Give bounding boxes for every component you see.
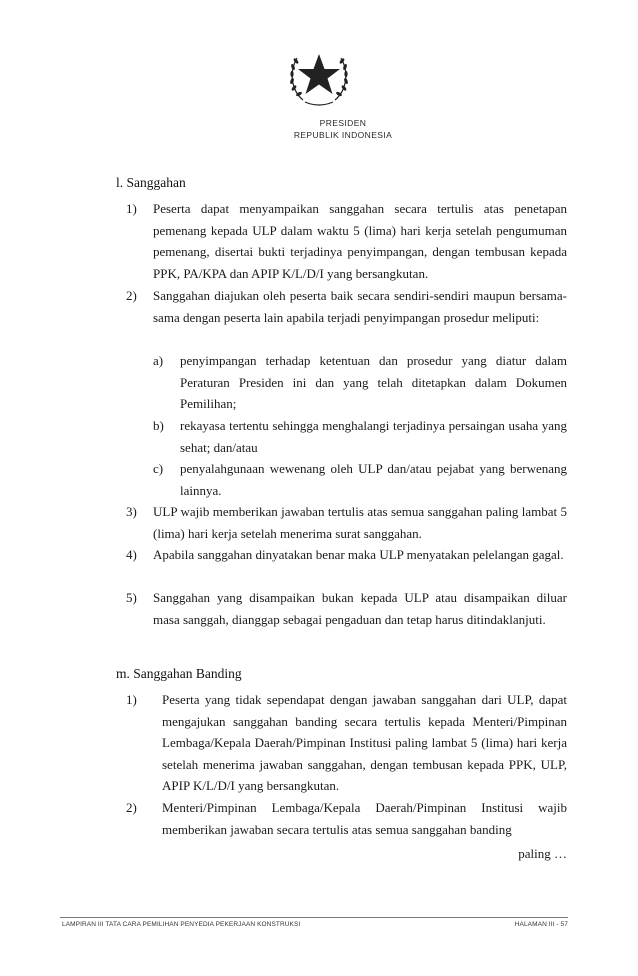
footer-page-number: HALAMAN III - 57	[514, 921, 568, 928]
item-text: Sanggahan diajukan oleh peserta baik secara sendiri-sendiri maupun bersama-sama dengan peserta lain apabila terjadi penyimpangan prosedur meliputi:	[153, 288, 567, 325]
page-continuation: paling …	[518, 846, 567, 861]
subitem-text: penyalahgunaan wewenang oleh ULP dan/atau pejabat yang berwenang lainnya.	[180, 461, 567, 498]
item-marker: 5)	[126, 590, 137, 605]
item-marker: 3)	[126, 504, 137, 519]
item-marker: 1)	[126, 201, 137, 216]
footer-divider	[60, 917, 568, 918]
subitem-marker: a)	[153, 353, 164, 368]
item-marker: 2)	[126, 800, 137, 815]
item-marker: 1)	[126, 692, 137, 707]
subitem-marker: c)	[153, 461, 164, 476]
subitem-text: rekayasa tertentu sehingga menghalangi terjadinya persaingan usaha yang sehat; dan/atau	[180, 418, 567, 455]
item-text: ULP wajib memberikan jawaban tertulis atas semua sanggahan paling lambat 5 (lima) hari kerja setelah menerima surat sanggahan.	[153, 504, 567, 541]
subitem-text: penyimpangan terhadap ketentuan dan prosedur yang diatur dalam Peraturan Presiden ini dan yang telah ditetapkan dalam Dokumen Pemilihan;	[180, 353, 567, 412]
item-marker: 2)	[126, 288, 137, 303]
letterhead-title-line-1: PRESIDEN	[319, 118, 367, 128]
item-marker: 4)	[126, 547, 137, 562]
section-heading-sanggahan-banding: m. Sanggahan Banding	[116, 666, 242, 681]
letterhead	[0, 38, 638, 148]
item-text: Menteri/Pimpinan Lembaga/Kepala Daerah/Pimpinan Institusi wajib memberikan jawaban secara tertulis atas semua sanggahan banding	[162, 800, 567, 837]
letterhead-title-line-2: REPUBLIK INDONESIA	[293, 130, 393, 140]
item-text: Peserta dapat menyampaikan sanggahan secara tertulis atas penetapan pemenang kepada ULP dalam waktu 5 (lima) hari kerja setelah pengumuman pemenang, disertai bukti terjadinya penyimpangan, dengan tembusan kepada PPK, PA/KPA dan APIP K/L/D/I yang bersangkutan.	[153, 201, 567, 281]
item-text: Sanggahan yang disampaikan bukan kepada ULP atau disampaikan diluar masa sanggah, dianggap sebagai pengaduan dan tetap harus ditindaklanjuti.	[153, 590, 567, 627]
footer-document-title: LAMPIRAN III TATA CARA PEMILIHAN PENYEDIA PEKERJAAN KONSTRUKSI	[62, 921, 301, 928]
section-heading-sanggahan: l. Sanggahan	[116, 175, 186, 190]
item-text: Peserta yang tidak sependapat dengan jawaban sanggahan dari ULP, dapat mengajukan sanggahan banding secara tertulis kepada Menteri/Pimpinan Lembaga/Kepala Daerah/Pimpinan Institusi paling lambat 5 (lima) hari kerja setelah menerima jawaban sanggahan, dengan tembusan kepada PPK, ULP, APIP K/L/D/I yang bersangkutan.	[162, 692, 567, 794]
presidential-emblem-icon	[281, 38, 357, 114]
subitem-marker: b)	[153, 418, 164, 433]
item-text: Apabila sanggahan dinyatakan benar maka ULP menyatakan pelelangan gagal.	[153, 547, 564, 562]
